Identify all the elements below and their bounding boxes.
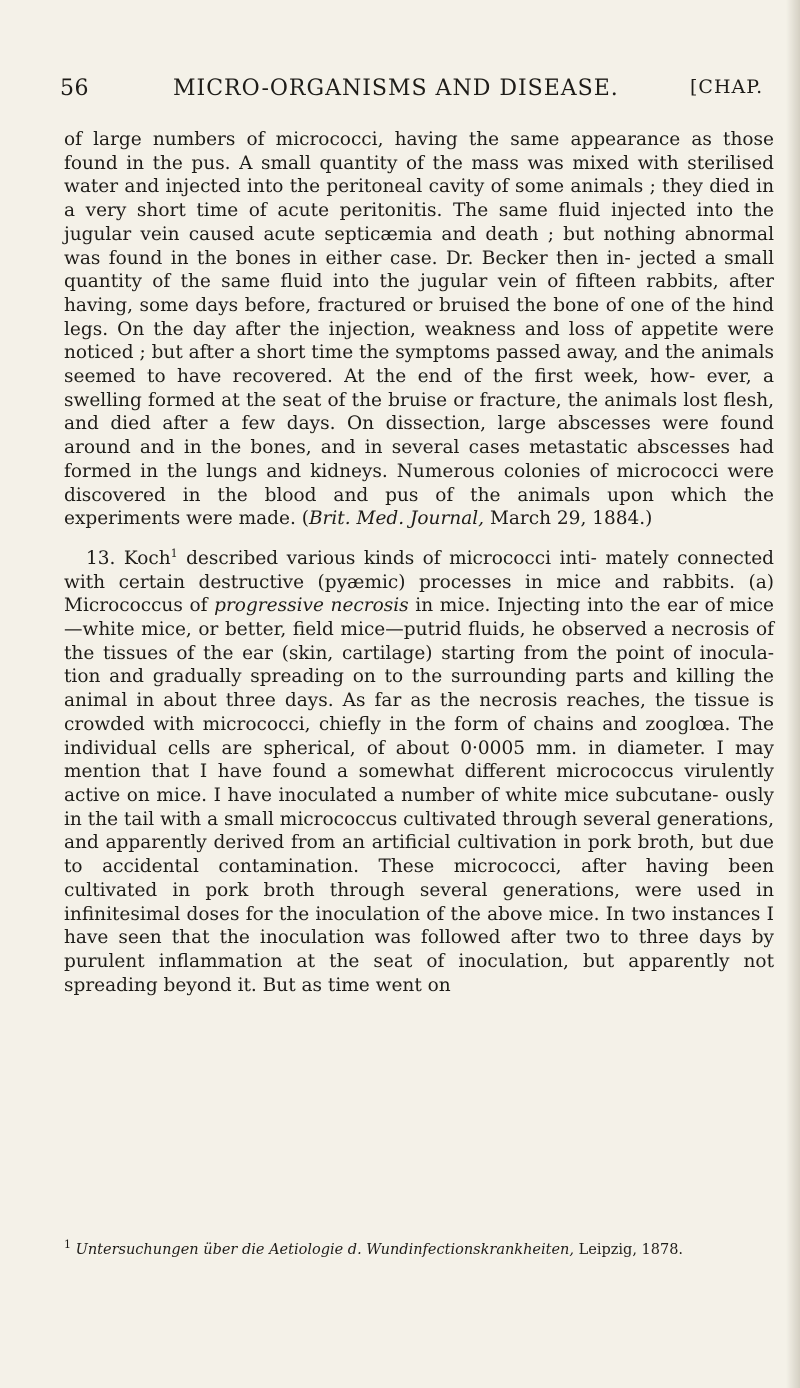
page-number: 56 [60, 76, 89, 101]
paragraph-text: of large numbers of micrococci, having the same appearance as those found in the pus. A small quantity of the mass was mixed with sterilised water and injected into the peritoneal cavity of some animals ; they died in a very short time of acute peritonitis. The same fluid injected into the jugular vein caused acute septicæmia and death ; but nothing abnormal was found in the bones in either case. Dr. Becker then in- jected a small quantity of the same fluid into the jugular vein of fifteen rabbits, after having, some days before, fractured or bruised the bone of one of the hind legs. On the day after the injection, weakness and loss of appetite were noticed ; but after a short time the symptoms passed away, and the animals seemed to have recovered. At the end of the first week, how- ever, a swelling formed at the seat of the bruise or fracture, the animals lost flesh, and died after a few days. On dissection, large abscesses were found around and in the bones, and in several cases metastatic abscesses had formed in the lungs and kidneys. Numerous colonies of micrococci were discovered in the blood and pus of the animals upon which the experiments were made. ( [64, 129, 774, 530]
paragraph-lead: 13. Koch [86, 547, 171, 569]
paragraph-13 [64, 547, 774, 997]
footnote-mark: 1 [64, 1238, 71, 1252]
running-head [60, 76, 780, 112]
footnote-title: Untersuchungen über die Aetiologie d. Wundinfectionskrankheiten, [75, 1242, 575, 1258]
footnote [64, 1240, 774, 1260]
running-title: MICRO-ORGANISMS AND DISEASE. [173, 76, 619, 101]
body-text [64, 128, 774, 997]
paragraph-continued [64, 128, 774, 531]
page-edge-shadow [786, 0, 800, 1388]
citation-date: March 29, 1884.) [484, 508, 653, 530]
emphasis-text: progressive necrosis [214, 595, 409, 617]
paragraph-text: in mice. Injecting into the ear of mice—white mice, or better, field mice—putrid fluids, he observed a necrosis of the tissues of the ear (skin, cartilage) starting from the point of inocula- tion and gradually spreading on to the surrounding parts and killing the animal in about three days. As far as the necrosis reaches, the tissue is crowded with micrococci, chiefly in the form of chains and zooglœa. The individual cells are spherical, of about 0·0005 mm. in diameter. I may mention that I have found a somewhat different micrococcus virulently active on mice. I have inoculated a number of white mice subcutane- ously in the tail with a small micrococcus cultivated through several generations, and apparently derived from an artificial cultivation in pork broth, but due to accidental contamination. These micrococci, after having been cultivated in pork broth through several generations, were used in infinitesimal doses for the inoculation of the above mice. In two instances I have seen that the inoculation was followed after two to three days by purulent inflammation at the seat of inoculation, but apparently not spreading beyond it. But as time went on [64, 595, 774, 996]
paragraph-text: described various kinds of micrococci inti- mately connected with certain destructive (pyæmic) processes in mice and rabbits. (a) Micrococcus of [64, 547, 775, 617]
chapter-marker: [CHAP. [690, 76, 764, 98]
citation-journal: Brit. Med. Journal, [308, 508, 485, 530]
footnote-reference: 1 [170, 546, 178, 560]
footnote-publication: Leipzig, 1878. [574, 1242, 684, 1258]
